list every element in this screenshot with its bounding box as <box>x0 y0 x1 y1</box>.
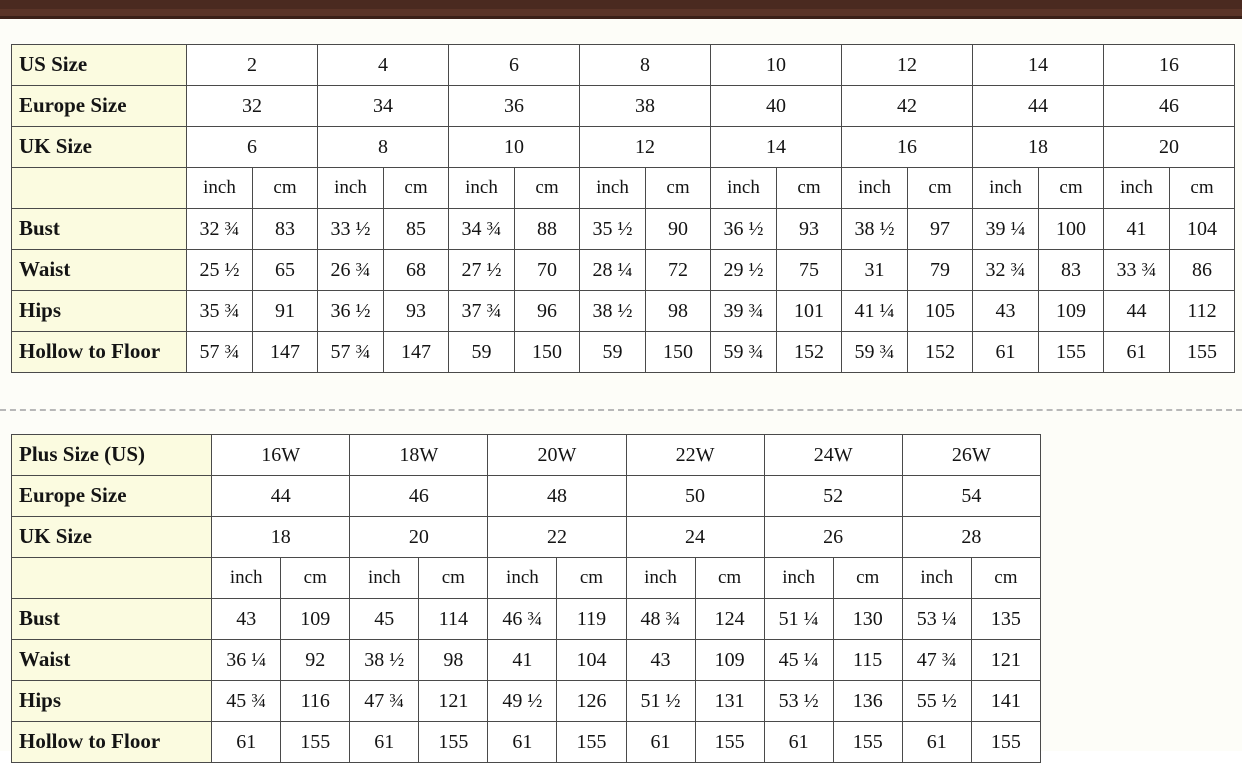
measurement-cell: 86 <box>1170 250 1235 291</box>
size-cell: 8 <box>318 127 449 168</box>
measurement-cell: 119 <box>557 599 626 640</box>
measurement-cell: 91 <box>253 291 318 332</box>
measurement-cell: 59 ¾ <box>842 332 908 373</box>
size-chart-sheet <box>0 19 1242 754</box>
measurement-cell: 141 <box>971 681 1040 722</box>
measurement-cell: 126 <box>557 681 626 722</box>
table-row <box>12 476 1041 517</box>
measurement-cell: 130 <box>833 599 902 640</box>
unit-cell: inch <box>350 558 419 599</box>
measurement-cell: 43 <box>973 291 1039 332</box>
measurement-cell: 75 <box>777 250 842 291</box>
measurement-cell: 85 <box>384 209 449 250</box>
measurement-cell: 51 ¼ <box>764 599 833 640</box>
measurement-cell: 35 ½ <box>580 209 646 250</box>
measurement-cell: 61 <box>350 722 419 763</box>
size-cell: 16W <box>212 435 350 476</box>
measurement-cell: 53 ¼ <box>902 599 971 640</box>
size-cell: 6 <box>187 127 318 168</box>
measurement-cell: 79 <box>908 250 973 291</box>
section-divider <box>0 409 1242 411</box>
measurement-cell: 150 <box>515 332 580 373</box>
plus-size-table <box>11 434 1041 763</box>
measurement-cell: 32 ¾ <box>973 250 1039 291</box>
table-row <box>12 599 1041 640</box>
measurement-cell: 135 <box>971 599 1040 640</box>
unit-cell: inch <box>973 168 1039 209</box>
measurement-cell: 68 <box>384 250 449 291</box>
measurement-cell: 37 ¾ <box>449 291 515 332</box>
measurement-cell: 83 <box>253 209 318 250</box>
measurement-cell: 43 <box>626 640 695 681</box>
row-header: US Size <box>12 45 187 86</box>
unit-cell: inch <box>318 168 384 209</box>
measurement-cell: 36 ½ <box>711 209 777 250</box>
measurement-cell: 47 ¾ <box>350 681 419 722</box>
row-header: Europe Size <box>12 476 212 517</box>
unit-row-blank-header <box>12 168 187 209</box>
measurement-cell: 65 <box>253 250 318 291</box>
measurement-cell: 152 <box>777 332 842 373</box>
size-cell: 28 <box>902 517 1040 558</box>
unit-cell: inch <box>449 168 515 209</box>
row-header: Hollow to Floor <box>12 722 212 763</box>
unit-cell: inch <box>488 558 557 599</box>
measurement-cell: 72 <box>646 250 711 291</box>
measurement-cell: 98 <box>419 640 488 681</box>
measurement-cell: 51 ½ <box>626 681 695 722</box>
size-cell: 18W <box>350 435 488 476</box>
measurement-cell: 104 <box>1170 209 1235 250</box>
row-header: Bust <box>12 599 212 640</box>
unit-cell: inch <box>764 558 833 599</box>
measurement-cell: 109 <box>281 599 350 640</box>
measurement-cell: 155 <box>695 722 764 763</box>
measurement-cell: 34 ¾ <box>449 209 515 250</box>
measurement-cell: 39 ¾ <box>711 291 777 332</box>
measurement-cell: 45 <box>350 599 419 640</box>
unit-cell: cm <box>1170 168 1235 209</box>
measurement-cell: 49 ½ <box>488 681 557 722</box>
size-cell: 34 <box>318 86 449 127</box>
unit-row <box>12 558 1041 599</box>
measurement-cell: 59 <box>580 332 646 373</box>
measurement-cell: 41 <box>1104 209 1170 250</box>
measurement-cell: 124 <box>695 599 764 640</box>
measurement-cell: 150 <box>646 332 711 373</box>
unit-cell: inch <box>212 558 281 599</box>
measurement-cell: 41 <box>488 640 557 681</box>
size-cell: 6 <box>449 45 580 86</box>
unit-cell: cm <box>253 168 318 209</box>
measurement-cell: 45 ¼ <box>764 640 833 681</box>
measurement-cell: 61 <box>488 722 557 763</box>
size-cell: 44 <box>973 86 1104 127</box>
top-decoration-bar-inner <box>0 0 1242 9</box>
measurement-cell: 59 <box>449 332 515 373</box>
table-row <box>12 640 1041 681</box>
measurement-cell: 147 <box>384 332 449 373</box>
size-cell: 42 <box>842 86 973 127</box>
size-cell: 10 <box>449 127 580 168</box>
size-cell: 4 <box>318 45 449 86</box>
size-cell: 22W <box>626 435 764 476</box>
measurement-cell: 61 <box>1104 332 1170 373</box>
table-row <box>12 681 1041 722</box>
measurement-cell: 155 <box>557 722 626 763</box>
unit-cell: cm <box>384 168 449 209</box>
unit-cell: cm <box>833 558 902 599</box>
size-cell: 8 <box>580 45 711 86</box>
measurement-cell: 155 <box>1170 332 1235 373</box>
measurement-cell: 98 <box>646 291 711 332</box>
unit-cell: cm <box>557 558 626 599</box>
measurement-cell: 121 <box>971 640 1040 681</box>
size-cell: 52 <box>764 476 902 517</box>
row-header: UK Size <box>12 127 187 168</box>
measurement-cell: 100 <box>1039 209 1104 250</box>
table-row <box>12 332 1235 373</box>
measurement-cell: 101 <box>777 291 842 332</box>
row-header: Waist <box>12 250 187 291</box>
size-cell: 44 <box>212 476 350 517</box>
measurement-cell: 28 ¼ <box>580 250 646 291</box>
measurement-cell: 61 <box>764 722 833 763</box>
size-cell: 26W <box>902 435 1040 476</box>
measurement-cell: 61 <box>973 332 1039 373</box>
unit-cell: inch <box>711 168 777 209</box>
measurement-cell: 25 ½ <box>187 250 253 291</box>
measurement-cell: 70 <box>515 250 580 291</box>
measurement-cell: 155 <box>281 722 350 763</box>
measurement-cell: 41 ¼ <box>842 291 908 332</box>
measurement-cell: 53 ½ <box>764 681 833 722</box>
unit-cell: cm <box>515 168 580 209</box>
unit-cell: cm <box>281 558 350 599</box>
measurement-cell: 112 <box>1170 291 1235 332</box>
measurement-cell: 38 ½ <box>350 640 419 681</box>
measurement-cell: 116 <box>281 681 350 722</box>
size-cell: 18 <box>212 517 350 558</box>
table-row <box>12 722 1041 763</box>
size-cell: 12 <box>580 127 711 168</box>
measurement-cell: 155 <box>1039 332 1104 373</box>
measurement-cell: 57 ¾ <box>318 332 384 373</box>
measurement-cell: 105 <box>908 291 973 332</box>
size-cell: 16 <box>842 127 973 168</box>
table-row <box>12 45 1235 86</box>
measurement-cell: 155 <box>833 722 902 763</box>
measurement-cell: 32 ¾ <box>187 209 253 250</box>
measurement-cell: 33 ½ <box>318 209 384 250</box>
unit-cell: cm <box>971 558 1040 599</box>
measurement-cell: 114 <box>419 599 488 640</box>
unit-cell: inch <box>187 168 253 209</box>
measurement-cell: 33 ¾ <box>1104 250 1170 291</box>
standard-size-table <box>11 44 1235 373</box>
measurement-cell: 31 <box>842 250 908 291</box>
measurement-cell: 93 <box>384 291 449 332</box>
measurement-cell: 97 <box>908 209 973 250</box>
size-cell: 10 <box>711 45 842 86</box>
measurement-cell: 39 ¼ <box>973 209 1039 250</box>
row-header: Bust <box>12 209 187 250</box>
measurement-cell: 155 <box>971 722 1040 763</box>
size-cell: 38 <box>580 86 711 127</box>
measurement-cell: 55 ½ <box>902 681 971 722</box>
unit-cell: cm <box>419 558 488 599</box>
measurement-cell: 131 <box>695 681 764 722</box>
table-row <box>12 209 1235 250</box>
measurement-cell: 136 <box>833 681 902 722</box>
unit-cell: cm <box>1039 168 1104 209</box>
row-header: Hips <box>12 291 187 332</box>
unit-cell: cm <box>646 168 711 209</box>
size-cell: 18 <box>973 127 1104 168</box>
size-cell: 26 <box>764 517 902 558</box>
size-cell: 14 <box>973 45 1104 86</box>
measurement-cell: 115 <box>833 640 902 681</box>
measurement-cell: 38 ½ <box>842 209 908 250</box>
size-cell: 46 <box>1104 86 1235 127</box>
size-cell: 20 <box>350 517 488 558</box>
measurement-cell: 109 <box>695 640 764 681</box>
row-header: Plus Size (US) <box>12 435 212 476</box>
table-row <box>12 86 1235 127</box>
measurement-cell: 38 ½ <box>580 291 646 332</box>
unit-cell: cm <box>695 558 764 599</box>
measurement-cell: 88 <box>515 209 580 250</box>
unit-row <box>12 168 1235 209</box>
row-header: Hollow to Floor <box>12 332 187 373</box>
table-row <box>12 517 1041 558</box>
measurement-cell: 36 ¼ <box>212 640 281 681</box>
measurement-cell: 27 ½ <box>449 250 515 291</box>
size-cell: 24 <box>626 517 764 558</box>
measurement-cell: 61 <box>626 722 695 763</box>
measurement-cell: 92 <box>281 640 350 681</box>
size-cell: 32 <box>187 86 318 127</box>
size-cell: 12 <box>842 45 973 86</box>
row-header: UK Size <box>12 517 212 558</box>
unit-row-blank-header <box>12 558 212 599</box>
size-cell: 20 <box>1104 127 1235 168</box>
size-cell: 40 <box>711 86 842 127</box>
table-row <box>12 291 1235 332</box>
table-row <box>12 127 1235 168</box>
table-row <box>12 250 1235 291</box>
size-cell: 48 <box>488 476 626 517</box>
measurement-cell: 147 <box>253 332 318 373</box>
measurement-cell: 35 ¾ <box>187 291 253 332</box>
row-header: Waist <box>12 640 212 681</box>
measurement-cell: 43 <box>212 599 281 640</box>
measurement-cell: 93 <box>777 209 842 250</box>
measurement-cell: 59 ¾ <box>711 332 777 373</box>
size-cell: 20W <box>488 435 626 476</box>
row-header: Hips <box>12 681 212 722</box>
table-row <box>12 435 1041 476</box>
measurement-cell: 121 <box>419 681 488 722</box>
measurement-cell: 61 <box>212 722 281 763</box>
size-cell: 36 <box>449 86 580 127</box>
measurement-cell: 104 <box>557 640 626 681</box>
unit-cell: inch <box>842 168 908 209</box>
row-header: Europe Size <box>12 86 187 127</box>
measurement-cell: 26 ¾ <box>318 250 384 291</box>
size-cell: 54 <box>902 476 1040 517</box>
size-cell: 24W <box>764 435 902 476</box>
size-cell: 14 <box>711 127 842 168</box>
unit-cell: inch <box>902 558 971 599</box>
measurement-cell: 155 <box>419 722 488 763</box>
measurement-cell: 109 <box>1039 291 1104 332</box>
unit-cell: cm <box>908 168 973 209</box>
measurement-cell: 152 <box>908 332 973 373</box>
top-decoration-bar <box>0 0 1242 19</box>
size-cell: 46 <box>350 476 488 517</box>
measurement-cell: 45 ¾ <box>212 681 281 722</box>
measurement-cell: 57 ¾ <box>187 332 253 373</box>
unit-cell: inch <box>580 168 646 209</box>
measurement-cell: 46 ¾ <box>488 599 557 640</box>
size-cell: 16 <box>1104 45 1235 86</box>
measurement-cell: 36 ½ <box>318 291 384 332</box>
measurement-cell: 61 <box>902 722 971 763</box>
size-cell: 22 <box>488 517 626 558</box>
measurement-cell: 83 <box>1039 250 1104 291</box>
measurement-cell: 47 ¾ <box>902 640 971 681</box>
size-cell: 2 <box>187 45 318 86</box>
measurement-cell: 96 <box>515 291 580 332</box>
unit-cell: inch <box>1104 168 1170 209</box>
size-cell: 50 <box>626 476 764 517</box>
measurement-cell: 44 <box>1104 291 1170 332</box>
unit-cell: cm <box>777 168 842 209</box>
measurement-cell: 48 ¾ <box>626 599 695 640</box>
unit-cell: inch <box>626 558 695 599</box>
measurement-cell: 29 ½ <box>711 250 777 291</box>
measurement-cell: 90 <box>646 209 711 250</box>
